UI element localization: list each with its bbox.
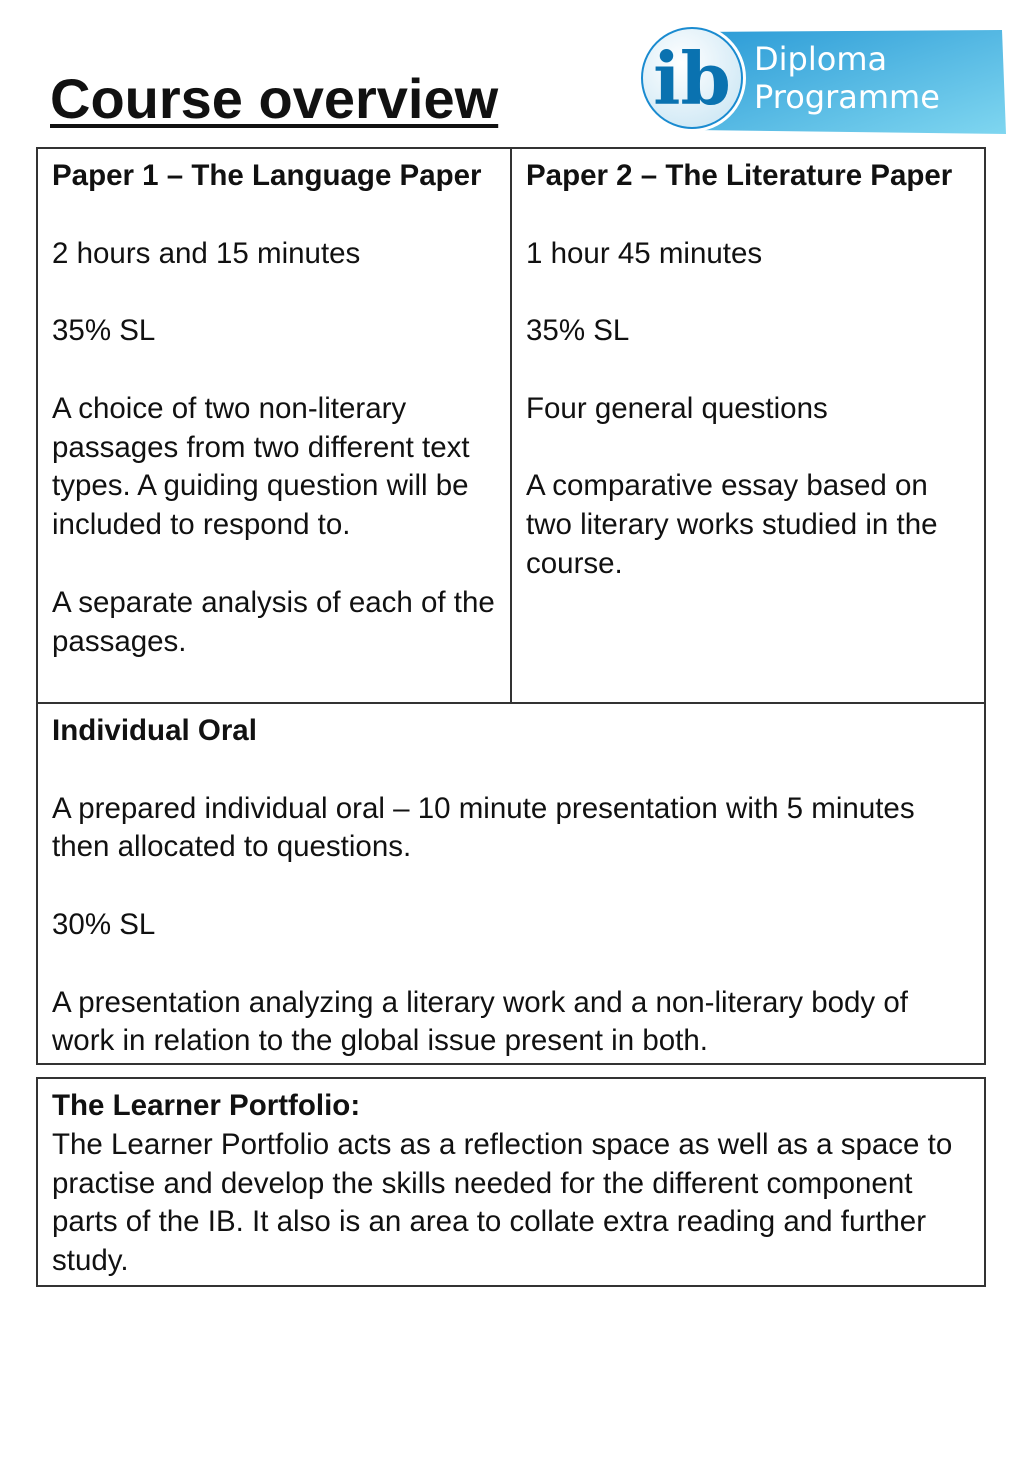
oral-weight: 30% SL — [52, 907, 156, 941]
portfolio-cell — [38, 1079, 984, 1289]
paper1-analysis: A separate analysis of each of the passages. — [52, 585, 495, 658]
paper1-weight: 35% SL — [52, 314, 156, 348]
oral-presentation: A presentation analyzing a literary work and a non-literary body of work in relation to the global issue present in both. — [52, 985, 908, 1058]
paper2-description: A comparative essay based on two literary works studied in the course. — [526, 469, 938, 580]
portfolio-description: The Learner Portfolio acts as a reflection space as well as a space to practise and develop the skills needed for the different component parts of the IB. It also is an area to collate extra reading and further study. — [52, 1127, 953, 1278]
paper2-cell — [512, 149, 984, 702]
paper2-heading: Paper 2 – The Literature Paper — [526, 159, 953, 192]
logo-line2: Programme — [754, 78, 940, 116]
paper1-cell — [38, 149, 512, 702]
paper2-questions: Four general questions — [526, 391, 828, 425]
papers-row — [36, 147, 986, 704]
paper2-weight: 35% SL — [526, 314, 630, 348]
logo-line1: Diploma — [754, 40, 888, 78]
paper2-duration: 1 hour 45 minutes — [526, 236, 763, 270]
page-title: Course overview — [50, 67, 499, 130]
ib-diploma-logo — [634, 22, 1006, 134]
portfolio-heading: The Learner Portfolio: — [52, 1089, 361, 1122]
paper1-description: A choice of two non-literary passages from two different text types. A guiding question will be included to respond to. — [52, 391, 470, 542]
oral-box — [36, 702, 986, 1065]
paper1-heading: Paper 1 – The Language Paper — [52, 159, 482, 192]
oral-description: A prepared individual oral – 10 minute presentation with 5 minutes then allocated to questions. — [52, 791, 915, 864]
portfolio-box — [36, 1077, 986, 1287]
paper1-duration: 2 hours and 15 minutes — [52, 236, 361, 270]
oral-cell — [38, 704, 984, 1069]
oral-heading: Individual Oral — [52, 714, 257, 747]
ib-mark: ib — [653, 36, 731, 121]
